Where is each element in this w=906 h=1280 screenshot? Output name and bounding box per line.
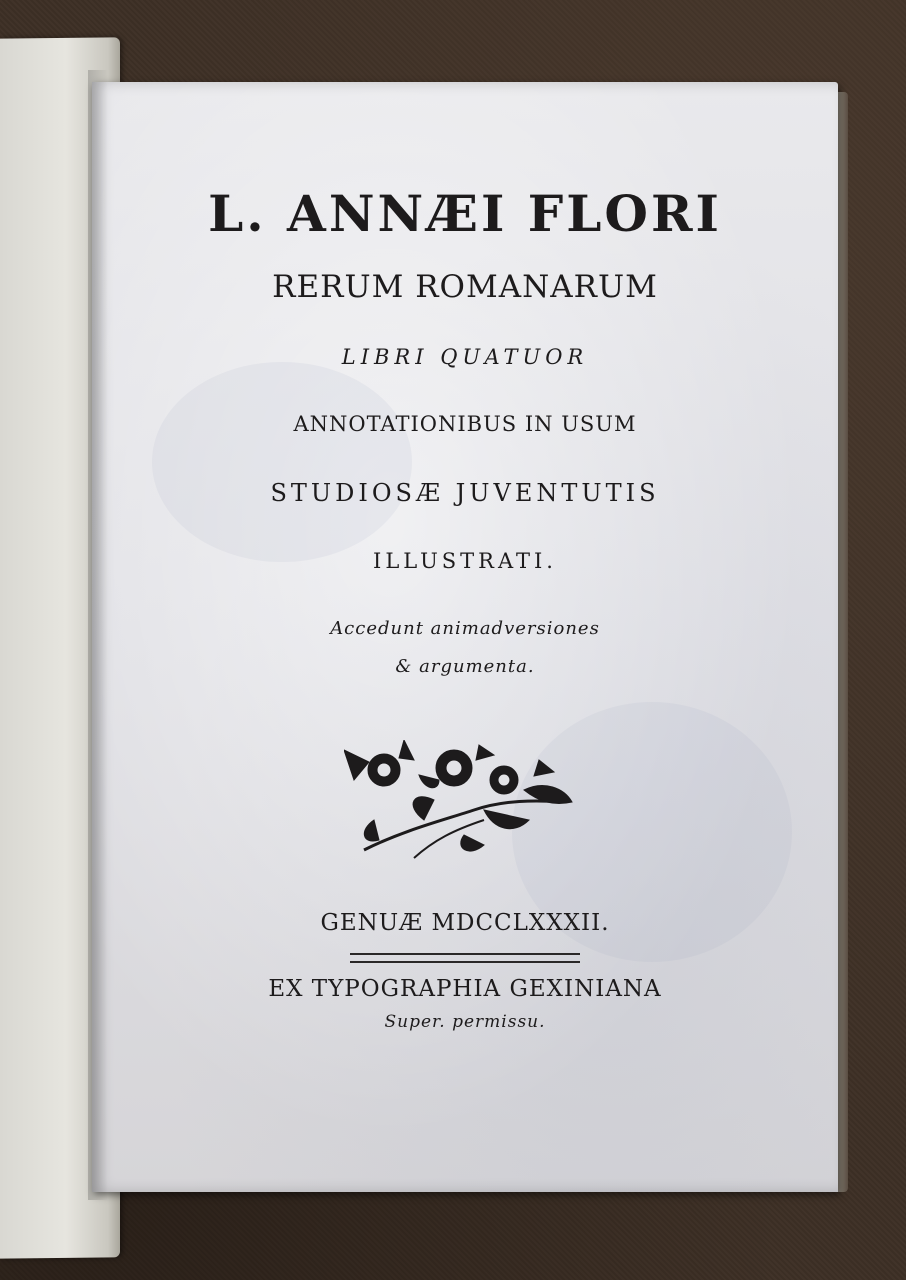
permission-line: Super. permissu. [384,1012,546,1032]
supplement-line: Accedunt animadversiones [330,618,600,639]
illustrated-line: ILLUSTRATI. [373,549,557,573]
books-line: LIBRI QUATUOR [341,345,589,369]
work-title: RERUM ROMANARUM [272,269,658,305]
paper-stain [152,362,412,562]
imprint-place-date: GENUÆ MDCCLXXXII. [320,910,610,936]
audience-line: STUDIOSÆ JUVENTUTIS [270,479,660,507]
book-gutter [88,70,108,1200]
floral-ornament-icon [344,740,576,862]
author-heading: L. ANNÆI FLORI [208,184,722,243]
double-rule [350,961,580,963]
printer-line: EX TYPOGRAPHIA GEXINIANA [268,976,662,1002]
title-page [92,82,838,1192]
double-rule [350,953,580,955]
annotation-line: ANNOTATIONIBUS IN USUM [293,412,637,436]
supplement-line: & argumenta. [395,656,535,677]
